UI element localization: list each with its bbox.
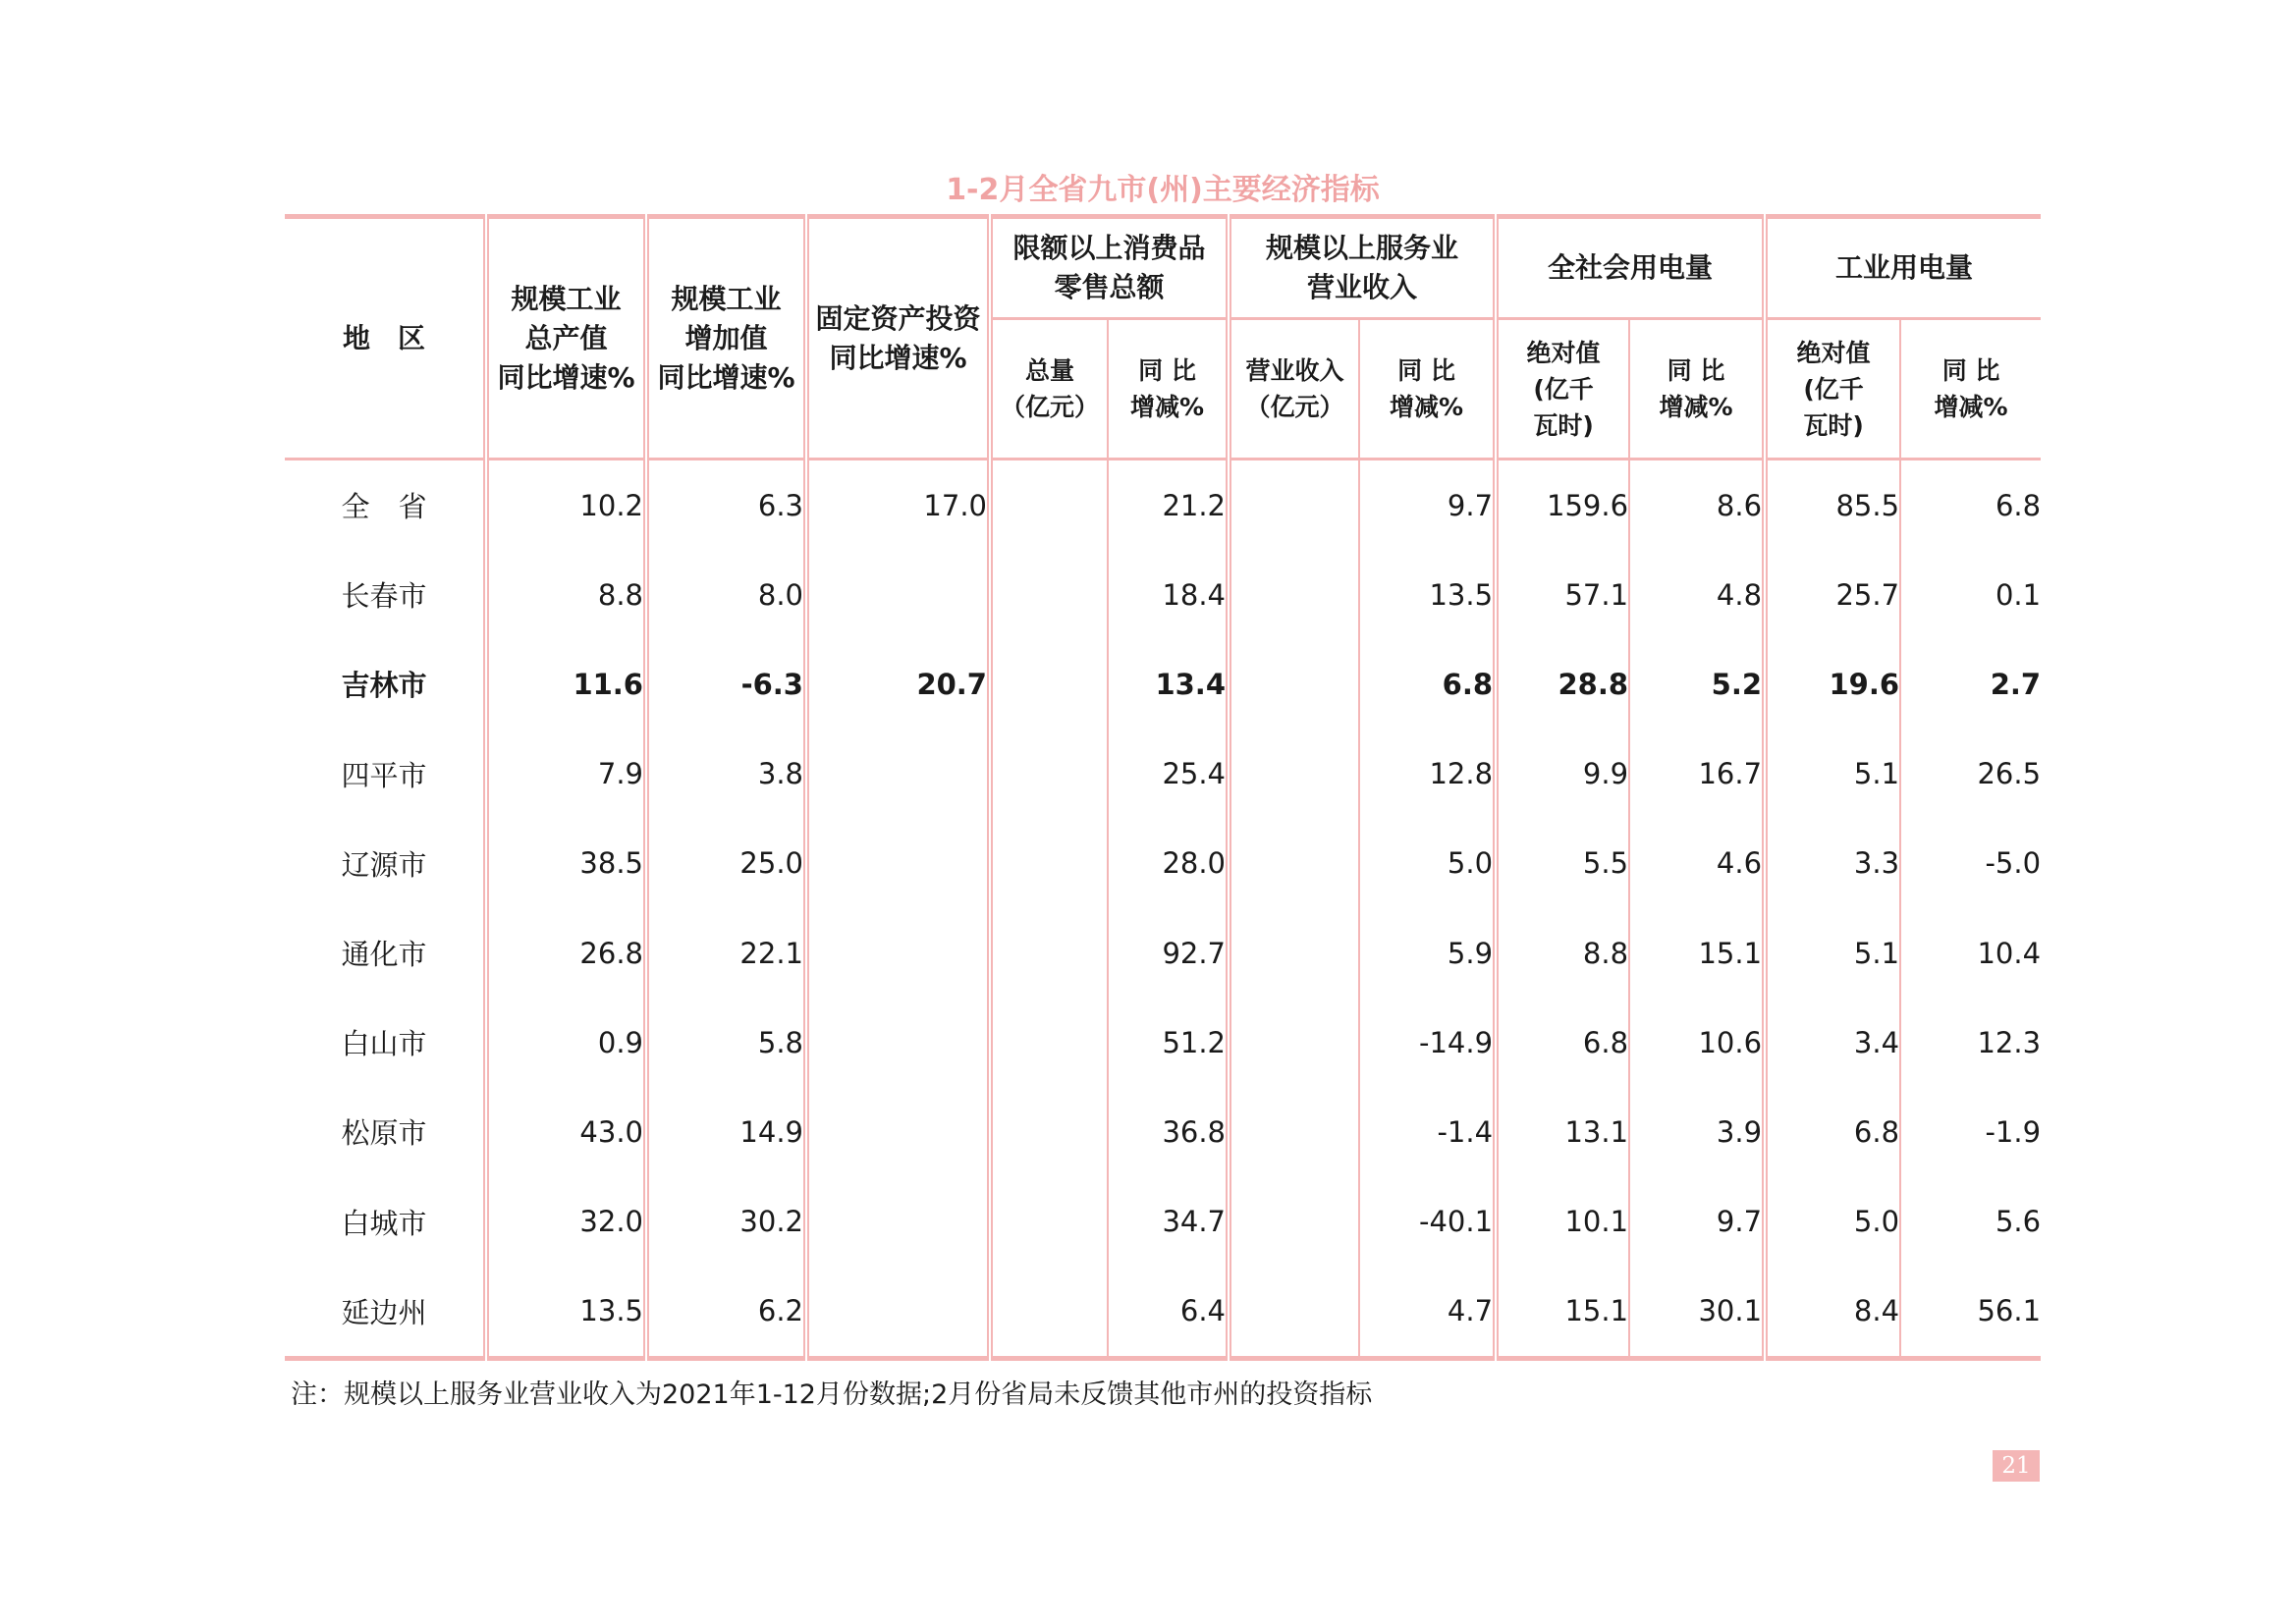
value-cell: 32.0 <box>486 1177 646 1267</box>
value-cell: 56.1 <box>1900 1267 2041 1359</box>
value-cell <box>990 998 1108 1087</box>
region-cell: 松原市 <box>341 1116 427 1151</box>
value-cell: 4.6 <box>1629 819 1765 908</box>
value-cell: 36.8 <box>1108 1087 1229 1176</box>
value-cell <box>1229 730 1359 819</box>
value-cell: 8.6 <box>1629 460 1765 551</box>
value-cell <box>1229 460 1359 551</box>
value-cell: 13.5 <box>486 1267 646 1359</box>
value-cell <box>806 998 990 1087</box>
value-cell <box>806 730 990 819</box>
table-header <box>285 217 2041 460</box>
value-cell: 14.9 <box>646 1087 806 1176</box>
value-cell <box>806 550 990 639</box>
value-cell: 30.2 <box>646 1177 806 1267</box>
value-cell: 25.4 <box>1108 730 1229 819</box>
value-cell <box>1229 1267 1359 1359</box>
header-ind-elec-yoy: 同 比 增减% <box>1900 319 2041 460</box>
value-cell: 10.6 <box>1629 998 1765 1087</box>
value-cell <box>990 639 1108 729</box>
header-service-yoy: 同 比 增减% <box>1359 319 1496 460</box>
value-cell: 9.7 <box>1629 1177 1765 1267</box>
table-row <box>285 460 2041 551</box>
value-cell: 9.7 <box>1359 460 1496 551</box>
header-ind-elec-abs: 绝对值 (亿千 瓦时) <box>1765 319 1900 460</box>
value-cell <box>1229 639 1359 729</box>
value-cell: 8.8 <box>1496 908 1629 998</box>
value-cell: 11.6 <box>486 639 646 729</box>
value-cell <box>1229 1087 1359 1176</box>
value-cell <box>990 460 1108 551</box>
value-cell: 5.5 <box>1496 819 1629 908</box>
footnote: 注：规模以上服务业营业收入为2021年1-12月份数据;2月份省局未反馈其他市州的投资指标 <box>291 1380 1373 1410</box>
value-cell: 6.8 <box>1765 1087 1900 1176</box>
value-cell <box>1229 1177 1359 1267</box>
value-cell: 12.8 <box>1359 730 1496 819</box>
header-industrial-electricity: 工业用电量 <box>1765 217 2041 319</box>
value-cell <box>806 819 990 908</box>
value-cell: 28.8 <box>1496 639 1629 729</box>
value-cell: 34.7 <box>1108 1177 1229 1267</box>
value-cell: 51.2 <box>1108 998 1229 1087</box>
value-cell <box>1229 550 1359 639</box>
value-cell: 5.8 <box>646 998 806 1087</box>
value-cell: -5.0 <box>1900 819 2041 908</box>
value-cell: 16.7 <box>1629 730 1765 819</box>
table-row <box>285 1177 2041 1267</box>
table-row <box>285 550 2041 639</box>
value-cell <box>806 1267 990 1359</box>
value-cell <box>806 908 990 998</box>
value-cell: 85.5 <box>1765 460 1900 551</box>
value-cell: 3.3 <box>1765 819 1900 908</box>
region-cell: 四平市 <box>341 758 427 792</box>
value-cell: 10.4 <box>1900 908 2041 998</box>
value-cell: -14.9 <box>1359 998 1496 1087</box>
header-industrial-output: 规模工业 总产值 同比增速% <box>486 217 646 460</box>
table-row <box>285 819 2041 908</box>
value-cell: 43.0 <box>486 1087 646 1176</box>
page-title: 1-2月全省九市(州)主要经济指标 <box>946 173 1380 207</box>
value-cell: 5.1 <box>1765 730 1900 819</box>
value-cell: 15.1 <box>1629 908 1765 998</box>
value-cell: 3.8 <box>646 730 806 819</box>
region-cell: 白城市 <box>341 1206 427 1240</box>
value-cell: 5.0 <box>1359 819 1496 908</box>
header-elec-abs: 绝对值 (亿千 瓦时) <box>1496 319 1629 460</box>
value-cell: 6.8 <box>1496 998 1629 1087</box>
value-cell: 4.8 <box>1629 550 1765 639</box>
value-cell <box>806 1177 990 1267</box>
value-cell: 15.1 <box>1496 1267 1629 1359</box>
value-cell: -1.4 <box>1359 1087 1496 1176</box>
table-row <box>285 1087 2041 1176</box>
value-cell <box>990 908 1108 998</box>
value-cell: 159.6 <box>1496 460 1629 551</box>
header-industrial-added-value: 规模工业 增加值 同比增速% <box>646 217 806 460</box>
value-cell: -1.9 <box>1900 1087 2041 1176</box>
value-cell: 4.7 <box>1359 1267 1496 1359</box>
value-cell: 2.7 <box>1900 639 2041 729</box>
table-row <box>285 730 2041 819</box>
value-cell: -6.3 <box>646 639 806 729</box>
value-cell: 12.3 <box>1900 998 2041 1087</box>
table-row <box>285 908 2041 998</box>
header-service-revenue: 规模以上服务业 营业收入 <box>1229 217 1496 319</box>
region-cell: 长春市 <box>341 579 427 614</box>
table-row <box>285 1267 2041 1359</box>
table-row <box>285 998 2041 1087</box>
header-retail-yoy: 同 比 增减% <box>1108 319 1229 460</box>
value-cell: 7.9 <box>486 730 646 819</box>
value-cell: 6.8 <box>1359 639 1496 729</box>
value-cell: 0.1 <box>1900 550 2041 639</box>
header-retail-total: 总量 （亿元） <box>990 319 1108 460</box>
value-cell: 26.8 <box>486 908 646 998</box>
header-elec-yoy: 同 比 增减% <box>1629 319 1765 460</box>
table-body <box>285 460 2041 1359</box>
value-cell <box>990 1177 1108 1267</box>
value-cell: 17.0 <box>806 460 990 551</box>
value-cell <box>1229 998 1359 1087</box>
value-cell: 20.7 <box>806 639 990 729</box>
value-cell: 3.9 <box>1629 1087 1765 1176</box>
value-cell: 25.7 <box>1765 550 1900 639</box>
value-cell <box>1229 908 1359 998</box>
header-fixed-investment: 固定资产投资 同比增速% <box>806 217 990 460</box>
page-number: 21 <box>1993 1450 2040 1482</box>
value-cell: 30.1 <box>1629 1267 1765 1359</box>
value-cell <box>1229 819 1359 908</box>
value-cell: 5.9 <box>1359 908 1496 998</box>
value-cell <box>990 730 1108 819</box>
value-cell <box>990 1087 1108 1176</box>
value-cell: 9.9 <box>1496 730 1629 819</box>
value-cell: 18.4 <box>1108 550 1229 639</box>
header-service-rev: 营业收入 （亿元） <box>1229 319 1359 460</box>
value-cell: 5.0 <box>1765 1177 1900 1267</box>
value-cell: 8.8 <box>486 550 646 639</box>
region-cell: 白山市 <box>341 1027 427 1061</box>
value-cell: 0.9 <box>486 998 646 1087</box>
value-cell: 25.0 <box>646 819 806 908</box>
header-retail-sales: 限额以上消费品 零售总额 <box>990 217 1229 319</box>
value-cell: -40.1 <box>1359 1177 1496 1267</box>
table-row <box>285 639 2041 729</box>
value-cell: 57.1 <box>1496 550 1629 639</box>
value-cell: 38.5 <box>486 819 646 908</box>
value-cell <box>990 550 1108 639</box>
region-cell: 延边州 <box>285 1267 486 1359</box>
value-cell: 19.6 <box>1765 639 1900 729</box>
value-cell: 22.1 <box>646 908 806 998</box>
value-cell: 13.1 <box>1496 1087 1629 1176</box>
value-cell <box>990 1267 1108 1359</box>
value-cell: 5.1 <box>1765 908 1900 998</box>
value-cell: 92.7 <box>1108 908 1229 998</box>
value-cell: 6.8 <box>1900 460 2041 551</box>
value-cell: 26.5 <box>1900 730 2041 819</box>
value-cell: 28.0 <box>1108 819 1229 908</box>
value-cell: 10.1 <box>1496 1177 1629 1267</box>
region-cell: 辽源市 <box>341 847 427 882</box>
region-cell: 通化市 <box>341 938 427 972</box>
value-cell: 6.4 <box>1108 1267 1229 1359</box>
value-cell: 6.3 <box>646 460 806 551</box>
region-cell: 吉林市 <box>341 669 427 703</box>
header-electricity-total: 全社会用电量 <box>1496 217 1765 319</box>
value-cell <box>806 1087 990 1176</box>
value-cell: 3.4 <box>1765 998 1900 1087</box>
value-cell: 5.6 <box>1900 1177 2041 1267</box>
value-cell <box>990 819 1108 908</box>
economic-indicators-table <box>285 214 2041 1361</box>
value-cell: 13.4 <box>1108 639 1229 729</box>
region-cell: 全 省 <box>341 490 427 524</box>
value-cell: 6.2 <box>646 1267 806 1359</box>
value-cell: 8.4 <box>1765 1267 1900 1359</box>
value-cell: 13.5 <box>1359 550 1496 639</box>
value-cell: 5.2 <box>1629 639 1765 729</box>
value-cell: 8.0 <box>646 550 806 639</box>
value-cell: 21.2 <box>1108 460 1229 551</box>
value-cell: 10.2 <box>486 460 646 551</box>
header-region: 地 区 <box>285 217 486 460</box>
